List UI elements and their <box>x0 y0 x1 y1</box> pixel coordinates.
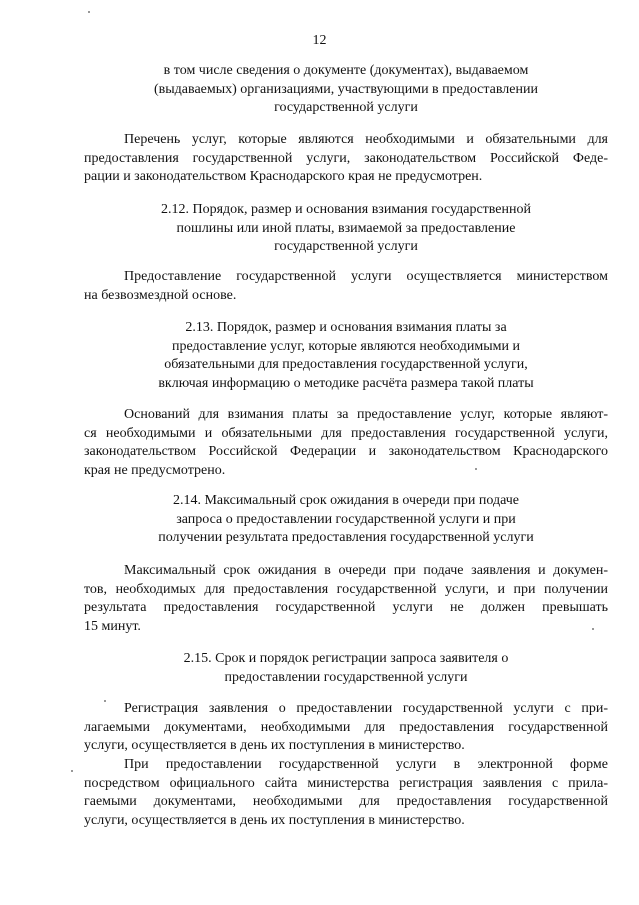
section-heading <box>84 62 608 118</box>
section-heading-2-15 <box>84 650 608 687</box>
scan-speck <box>475 468 477 470</box>
heading-line: предоставлении государственной услуги <box>224 669 468 685</box>
scan-speck <box>104 700 106 702</box>
scan-speck <box>88 11 90 13</box>
scan-speck <box>592 628 594 630</box>
paragraph-line: Максимальный срок ожидания в очереди при подаче заявления и докумен- <box>124 563 608 578</box>
paragraph-line: посредством официального сайта министерства регистрация заявления с прила- <box>84 775 608 791</box>
heading-line: 2.13. Порядок, размер и основания взимания платы за <box>185 320 507 335</box>
paragraph-line: услуги, осуществляется в день их поступления в министерство. <box>84 812 465 828</box>
paragraph-line: Оснований для взимания платы за предоставление услуг, которые являют- <box>124 407 608 422</box>
paragraph-line: результата предоставления государственной услуги не должен превышать <box>84 600 608 615</box>
paragraph-line: законодательством Российской Федерации и законодательством Краснодарского <box>84 444 608 459</box>
paragraph-line: тов, необходимых для предоставления государственной услуги, и при получении <box>84 581 608 597</box>
section-heading-2-14 <box>84 492 608 548</box>
section-paragraph-2 <box>84 756 608 830</box>
heading-line: в том числе сведения о документе (документах), выдаваемом <box>163 63 529 78</box>
section-paragraph <box>84 268 608 305</box>
section-paragraph <box>84 700 608 756</box>
scan-speck <box>71 770 73 772</box>
heading-line: государственной услуги <box>274 239 418 254</box>
paragraph-line: Регистрация заявления о предоставлении государственной услуги с при- <box>124 701 608 716</box>
paragraph-line: Перечень услуг, которые являются необходимыми и обязательными для <box>124 132 608 147</box>
heading-line: 2.15. Срок и порядок регистрации запроса заявителя о <box>183 651 509 666</box>
paragraph-line: рации и законодательством Краснодарского края не предусмотрен. <box>84 169 483 184</box>
section-heading-2-12 <box>84 201 608 257</box>
paragraph-line: 15 минут. <box>84 618 141 634</box>
paragraph-line: лагаемыми документами, необходимыми для предоставления государственной <box>84 719 608 735</box>
paragraph-line: Предоставление государственной услуги осуществляется министерством <box>124 269 608 284</box>
heading-line: пошлины или иной платы, взимаемой за предоставление <box>176 220 516 236</box>
heading-line: получении результата предоставления государственной услуги <box>158 530 534 545</box>
paragraph-line: При предоставлении государственной услуги в электронной форме <box>124 757 608 772</box>
heading-line: запроса о предоставлении государственной услуги и при <box>176 511 516 527</box>
heading-line: предоставление услуг, которые являются необходимыми и <box>172 338 520 354</box>
paragraph-line: предоставления государственной услуги, законодательством Российской Феде- <box>84 150 608 166</box>
paragraph-line: услуги, осуществляется в день их поступления в министерство. <box>84 738 465 753</box>
paragraph-line: на безвозмездной основе. <box>84 287 237 303</box>
heading-line: (выдаваемых) организациями, участвующими в предоставлении <box>154 81 538 97</box>
paragraph-line: ся необходимыми и обязательными для предоставления государственной услуги, <box>84 425 608 441</box>
heading-line: государственной услуги <box>274 100 418 115</box>
paragraph-line: гаемыми документами, необходимыми для предоставления государственной <box>84 794 608 809</box>
section-heading-2-13 <box>84 319 608 393</box>
heading-line: обязательными для предоставления государственной услуги, <box>164 357 528 372</box>
heading-line: 2.14. Максимальный срок ожидания в очереди при подаче <box>172 493 520 508</box>
paragraph-line: края не предусмотрено. <box>84 462 226 478</box>
section-paragraph <box>84 562 608 636</box>
page-number: 12 <box>312 33 327 48</box>
heading-line: 2.12. Порядок, размер и основания взимания государственной <box>160 202 531 217</box>
section-paragraph <box>84 131 608 187</box>
section-paragraph <box>84 406 608 480</box>
heading-line: включая информацию о методике расчёта размера такой платы <box>158 375 534 391</box>
